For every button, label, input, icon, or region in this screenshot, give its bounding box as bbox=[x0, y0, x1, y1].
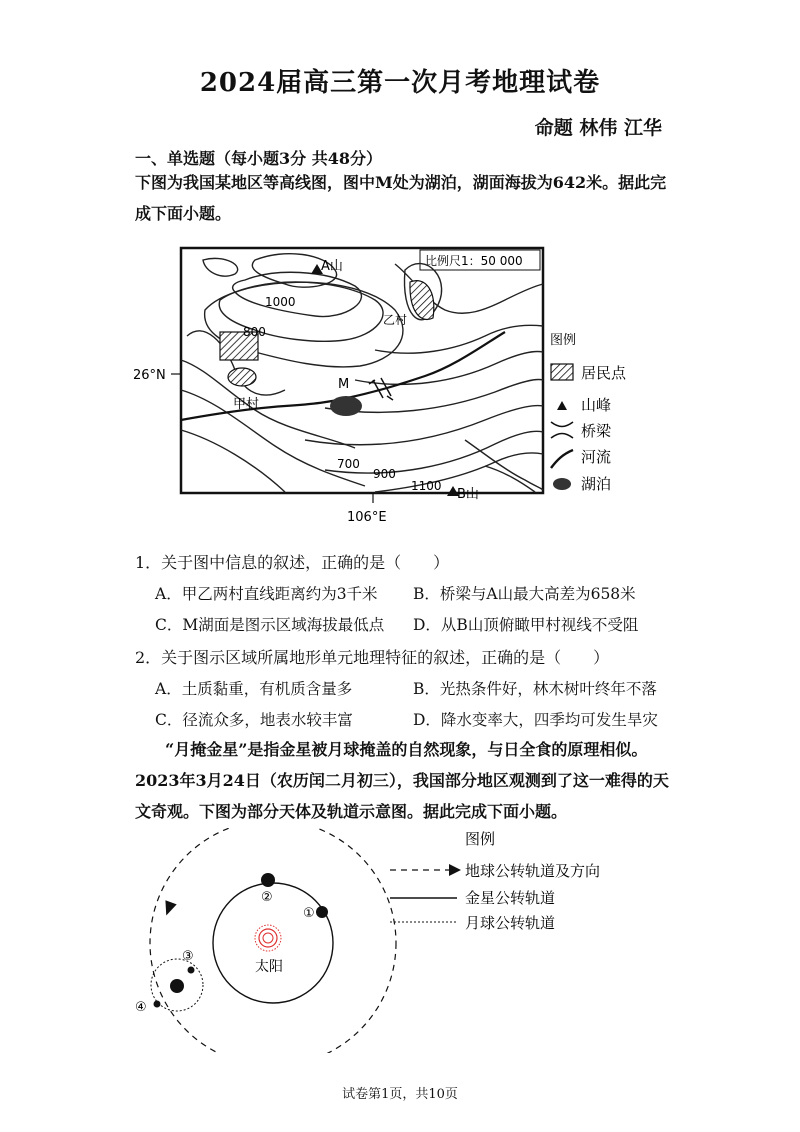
question-1-option-b[interactable]: B．桥梁与A山最大高差为658米 bbox=[413, 585, 636, 603]
legend-river-icon bbox=[551, 450, 573, 468]
lake-m bbox=[330, 396, 362, 416]
contour-label-700: 700 bbox=[337, 457, 360, 471]
venus-position-2 bbox=[261, 873, 275, 887]
legend-lake-label: 湖泊 bbox=[581, 475, 612, 493]
mountain-a-label: A山 bbox=[321, 259, 343, 274]
exam-authors: 命题 林伟 江华 bbox=[534, 117, 662, 139]
legend-river-label: 河流 bbox=[581, 448, 612, 466]
marker-4: ④ bbox=[135, 1000, 147, 1015]
contour-label-1000: 1000 bbox=[265, 295, 296, 309]
question-2-option-d[interactable]: D．降水变率大，四季均可发生旱灾 bbox=[413, 711, 658, 729]
village-jia-label: 甲村 bbox=[233, 397, 260, 412]
earth-orbit bbox=[150, 828, 396, 1053]
legend-peak-label: 山峰 bbox=[581, 396, 612, 414]
orbit-legend bbox=[390, 830, 600, 932]
legend-earth-orbit-label: 地球公转轨道及方向 bbox=[465, 862, 601, 880]
contour-label-800: 800 bbox=[243, 325, 266, 339]
legend-arrow-icon bbox=[449, 864, 461, 876]
legend-peak-icon bbox=[557, 401, 567, 410]
map-legend bbox=[550, 333, 627, 493]
sun-label: 太阳 bbox=[255, 959, 283, 975]
question-2-option-c[interactable]: C．径流众多，地表水较丰富 bbox=[155, 711, 353, 729]
settlement-jia bbox=[228, 368, 256, 386]
orbit-diagram bbox=[125, 828, 605, 1053]
question-2-option-a[interactable]: A．土质黏重，有机质含量多 bbox=[155, 680, 353, 698]
question-1-option-a[interactable]: A．甲乙两村直线距离约为3千米 bbox=[155, 585, 378, 603]
sun-icon bbox=[255, 925, 281, 951]
village-yi-label: 乙村 bbox=[383, 313, 408, 327]
passage-2-line-3: 文奇观。下图为部分天体及轨道示意图。据此完成下面小题。 bbox=[135, 802, 568, 821]
marker-3: ③ bbox=[182, 949, 194, 964]
legend-settlement-icon bbox=[551, 364, 573, 380]
contour-label-1100: 1100 bbox=[411, 479, 442, 493]
earth-orbit-arrow-icon bbox=[161, 900, 177, 917]
legend-settlement-label: 居民点 bbox=[581, 364, 627, 382]
venus-orbit bbox=[213, 883, 333, 1003]
latitude-label: 26°N bbox=[133, 368, 166, 383]
section-heading: 一、单选题（每小题3分 共48分） bbox=[135, 149, 382, 168]
legend-moon-orbit-label: 月球公转轨道 bbox=[465, 914, 556, 932]
question-2-option-b[interactable]: B．光热条件好，林木树叶终年不落 bbox=[413, 680, 657, 698]
orbit-legend-title: 图例 bbox=[465, 830, 496, 848]
moon-position-3 bbox=[188, 967, 195, 974]
question-1-stem: 1．关于图中信息的叙述，正确的是（ ） bbox=[135, 553, 450, 572]
map-legend-title: 图例 bbox=[550, 333, 577, 348]
marker-2: ② bbox=[261, 890, 273, 905]
passage-2-line-2: 2023年3月24日（农历闰二月初三），我国部分地区观测到了这一难得的天 bbox=[135, 771, 669, 790]
intro-line-1: 下图为我国某地区等高线图，图中M处为湖泊，湖面海拔为642米。据此完 bbox=[135, 173, 667, 192]
earth-body bbox=[170, 979, 184, 993]
longitude-label: 106°E bbox=[347, 510, 387, 525]
lake-label: M bbox=[338, 377, 350, 392]
page-footer: 试卷第1页，共10页 bbox=[342, 1087, 458, 1102]
mountain-b-label: B山 bbox=[457, 487, 479, 502]
moon-position-4 bbox=[154, 1001, 161, 1008]
legend-lake-icon bbox=[553, 478, 571, 490]
contour-label-900: 900 bbox=[373, 467, 396, 481]
question-2-stem: 2．关于图示区域所属地形单元地理特征的叙述，正确的是（ ） bbox=[135, 648, 610, 667]
legend-venus-orbit-label: 金星公转轨道 bbox=[465, 889, 556, 907]
legend-bridge-icon bbox=[551, 422, 573, 438]
exam-title: 2024届高三第一次月考地理试卷 bbox=[199, 68, 601, 98]
map-scale: 比例尺1：50 000 bbox=[425, 254, 523, 268]
question-1-option-d[interactable]: D．从B山顶俯瞰甲村视线不受阻 bbox=[413, 616, 639, 634]
question-1-option-c[interactable]: C．M湖面是图示区域海拔最低点 bbox=[155, 616, 385, 634]
contour-map-figure bbox=[125, 240, 675, 530]
venus-position-1 bbox=[316, 906, 328, 918]
passage-2-line-1: “月掩金星”是指金星被月球掩盖的自然现象，与日全食的原理相似。 bbox=[165, 740, 648, 759]
marker-1: ① bbox=[303, 906, 315, 921]
legend-bridge-label: 桥梁 bbox=[581, 422, 612, 440]
intro-line-2: 成下面小题。 bbox=[135, 204, 232, 223]
